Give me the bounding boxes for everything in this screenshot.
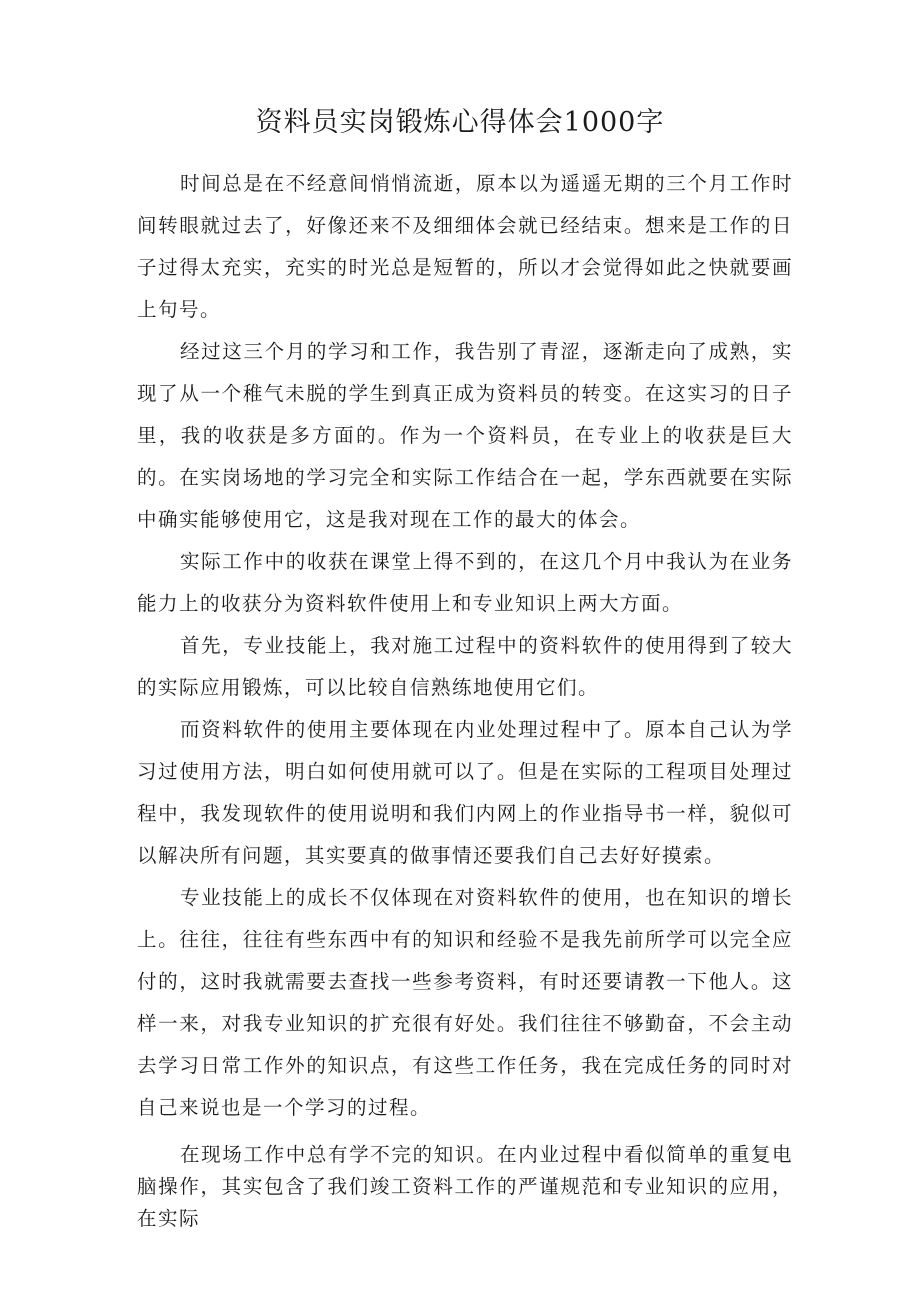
paragraph: 经过这三个月的学习和工作，我告别了青涩，逐渐走向了成熟，实现了从一个稚气未脱的学生到真正成为资料员的转变。在这实习的日子里，我的收获是多方面的。作为一个资料员，在专业上的收获是巨大的。在实岗场地的学习完全和实际工作结合在一起，学东西就要在实际中确实能够使用它，这是我对现在工作的最大的体会。: [137, 340, 793, 531]
paragraph: 在现场工作中总有学不完的知识。在内业过程中看似简单的重复电脑操作，其实包含了我们竣工资料工作的严谨规范和专业知识的应用，在实际: [137, 1143, 793, 1230]
document-body: [137, 163, 793, 1235]
document-title: 资料员实岗锻炼心得体会1000字: [255, 107, 665, 138]
paragraph: 实际工作中的收获在课堂上得不到的，在这几个月中我认为在业务能力上的收获分为资料软件使用上和专业知识上两大方面。: [137, 550, 793, 615]
paragraph: 首先，专业技能上，我对施工过程中的资料软件的使用得到了较大的实际应用锻炼，可以比较自信熟练地使用它们。: [137, 634, 793, 699]
paragraph: 时间总是在不经意间悄悄流逝，原本以为遥遥无期的三个月工作时间转眼就过去了，好像还来不及细细体会就已经结束。想来是工作的日子过得太充实，充实的时光总是短暂的，所以才会觉得如此之快就要画上句号。: [137, 172, 793, 321]
paragraph: 而资料软件的使用主要体现在内业处理过程中了。原本自己认为学习过使用方法，明白如何使用就可以了。但是在实际的工程项目处理过程中，我发现软件的使用说明和我们内网上的作业指导书一样，貌似可以解决所有问题，其实要真的做事情还要我们自己去好好摸索。: [137, 718, 793, 867]
paragraph: 专业技能上的成长不仅体现在对资料软件的使用，也在知识的增长上。往往，往往有些东西中有的知识和经验不是我先前所学可以完全应付的，这时我就需要去查找一些参考资料，有时还要请教一下他人。这样一来，对我专业知识的扩充很有好处。我们往往不够勤奋，不会主动去学习日常工作外的知识点，有这些工作任务，我在完成任务的同时对自己来说也是一个学习的过程。: [137, 886, 793, 1119]
